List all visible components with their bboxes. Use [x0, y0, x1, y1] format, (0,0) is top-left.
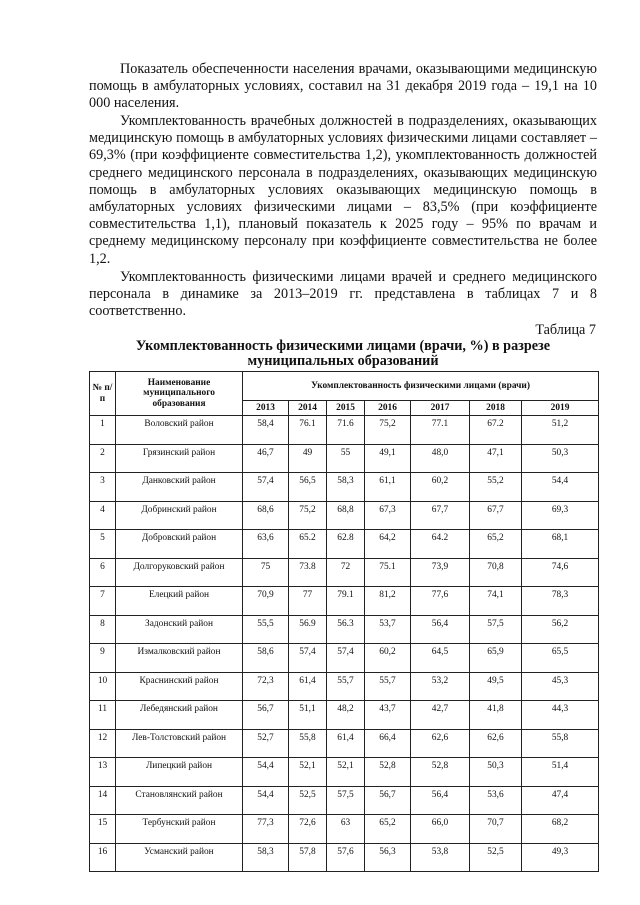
staffing-value: 65,5 — [522, 644, 599, 673]
table-label: Таблица 7 — [535, 322, 596, 338]
row-number: 11 — [90, 701, 116, 730]
staffing-value: 65,2 — [365, 815, 411, 844]
staffing-value: 51,4 — [522, 758, 599, 787]
municipality-name: Усманский район — [116, 843, 243, 872]
municipality-name: Лев-Толстовский район — [116, 729, 243, 758]
staffing-value: 52,8 — [411, 758, 470, 787]
table-row — [90, 587, 599, 616]
municipality-name: Тербунский район — [116, 815, 243, 844]
staffing-value: 65,9 — [470, 644, 522, 673]
staffing-value: 75 — [243, 558, 289, 587]
header-year: 2013 — [243, 401, 289, 416]
municipality-name: Липецкий район — [116, 758, 243, 787]
row-number: 12 — [90, 729, 116, 758]
staffing-value: 61,1 — [365, 473, 411, 502]
table-row — [90, 672, 599, 701]
staffing-value: 51,2 — [522, 416, 599, 445]
staffing-value: 47,1 — [470, 444, 522, 473]
staffing-value: 56,5 — [289, 473, 327, 502]
staffing-value: 77.1 — [411, 416, 470, 445]
staffing-value: 77 — [289, 587, 327, 616]
staffing-value: 54,4 — [522, 473, 599, 502]
municipality-name: Становлянский район — [116, 786, 243, 815]
staffing-value: 56,7 — [365, 786, 411, 815]
staffing-value: 48,2 — [327, 701, 365, 730]
staffing-value: 56.3 — [327, 615, 365, 644]
row-number: 15 — [90, 815, 116, 844]
staffing-value: 64.2 — [411, 530, 470, 559]
staffing-value: 57,5 — [470, 615, 522, 644]
staffing-value: 67,7 — [411, 501, 470, 530]
staffing-value: 77,6 — [411, 587, 470, 616]
staffing-value: 75,2 — [365, 416, 411, 445]
staffing-value: 52,1 — [327, 758, 365, 787]
header-year: 2018 — [470, 401, 522, 416]
staffing-value: 65,2 — [470, 530, 522, 559]
staffing-value: 76.1 — [289, 416, 327, 445]
table-row — [90, 615, 599, 644]
staffing-value: 70,8 — [470, 558, 522, 587]
staffing-value: 67,3 — [365, 501, 411, 530]
header-year: 2017 — [411, 401, 470, 416]
staffing-value: 48,0 — [411, 444, 470, 473]
header-year: 2014 — [289, 401, 327, 416]
row-number: 16 — [90, 843, 116, 872]
row-number: 4 — [90, 501, 116, 530]
staffing-value: 49,5 — [470, 672, 522, 701]
staffing-value: 70,7 — [470, 815, 522, 844]
staffing-value: 58,3 — [243, 843, 289, 872]
staffing-value: 74,6 — [522, 558, 599, 587]
staffing-value: 44,3 — [522, 701, 599, 730]
staffing-value: 64,2 — [365, 530, 411, 559]
staffing-value: 51,1 — [289, 701, 327, 730]
row-number: 7 — [90, 587, 116, 616]
staffing-value: 57,4 — [289, 644, 327, 673]
row-number: 8 — [90, 615, 116, 644]
municipality-name: Краснинский район — [116, 672, 243, 701]
staffing-value: 68,2 — [522, 815, 599, 844]
staffing-value: 52,5 — [470, 843, 522, 872]
staffing-value: 66,4 — [365, 729, 411, 758]
staffing-value: 53,6 — [470, 786, 522, 815]
staffing-value: 58,3 — [327, 473, 365, 502]
row-number: 1 — [90, 416, 116, 445]
staffing-value: 68,1 — [522, 530, 599, 559]
table-row — [90, 416, 599, 445]
paragraph-staffing-level: Укомплектованность врачебных должностей в подразделениях, оказывающих медицинскую помощь в амбулаторных условиях физическими лицами составляет – 69,3% (при коэффициенте совместительства 1,2), укомплектованность должностей среднего медицинского персонала в подразделениях, оказывающих медицинскую помощь в амбулаторных условиях оказывающих медицинскую помощь в амбулаторных условиях физическими лицами – 83,5% (при коэффициенте совместительства 1,1), плановый показатель к 2025 году – 95% по врачам и среднему медицинскому персоналу при коэффициенте совместительства не более 1,2. — [89, 113, 597, 267]
staffing-value: 58,4 — [243, 416, 289, 445]
table-row — [90, 644, 599, 673]
staffing-value: 55,2 — [470, 473, 522, 502]
staffing-value: 52,8 — [365, 758, 411, 787]
municipality-name: Добровский район — [116, 530, 243, 559]
staffing-value: 73.8 — [289, 558, 327, 587]
staffing-value: 75.1 — [365, 558, 411, 587]
staffing-value: 53,8 — [411, 843, 470, 872]
staffing-value: 49,3 — [522, 843, 599, 872]
staffing-value: 79.1 — [327, 587, 365, 616]
staffing-value: 54,4 — [243, 758, 289, 787]
table-row — [90, 758, 599, 787]
staffing-value: 69,3 — [522, 501, 599, 530]
staffing-value: 54,4 — [243, 786, 289, 815]
paragraph-dynamics-reference: Укомплектованность физическими лицами врачей и среднего медицинского персонала в динамике за 2013–2019 гг. представлена в таблицах 7 и 8 соответственно. — [89, 269, 597, 320]
table-row — [90, 701, 599, 730]
staffing-value: 72,6 — [289, 815, 327, 844]
header-number: № п/п — [90, 372, 116, 416]
row-number: 2 — [90, 444, 116, 473]
table-row — [90, 530, 599, 559]
header-year: 2015 — [327, 401, 365, 416]
staffing-table — [89, 371, 599, 872]
table-row — [90, 815, 599, 844]
staffing-value: 47,4 — [522, 786, 599, 815]
staffing-value: 55,7 — [365, 672, 411, 701]
staffing-value: 68,8 — [327, 501, 365, 530]
staffing-value: 41,8 — [470, 701, 522, 730]
staffing-value: 52,5 — [289, 786, 327, 815]
staffing-value: 72,3 — [243, 672, 289, 701]
municipality-name: Воловский район — [116, 416, 243, 445]
staffing-value: 49,1 — [365, 444, 411, 473]
staffing-value: 58,6 — [243, 644, 289, 673]
table-row — [90, 444, 599, 473]
staffing-value: 64,5 — [411, 644, 470, 673]
table-row — [90, 501, 599, 530]
staffing-value: 49 — [289, 444, 327, 473]
staffing-value: 68,6 — [243, 501, 289, 530]
row-number: 10 — [90, 672, 116, 701]
staffing-value: 45,3 — [522, 672, 599, 701]
staffing-value: 81,2 — [365, 587, 411, 616]
staffing-value: 55,5 — [243, 615, 289, 644]
municipality-name: Измалковский район — [116, 644, 243, 673]
staffing-value: 42,7 — [411, 701, 470, 730]
staffing-value: 62,6 — [411, 729, 470, 758]
row-number: 5 — [90, 530, 116, 559]
staffing-value: 55 — [327, 444, 365, 473]
staffing-value: 67.2 — [470, 416, 522, 445]
row-number: 3 — [90, 473, 116, 502]
staffing-value: 57,4 — [327, 644, 365, 673]
staffing-value: 50,3 — [522, 444, 599, 473]
municipality-name: Лебедянский район — [116, 701, 243, 730]
staffing-value: 46,7 — [243, 444, 289, 473]
staffing-value: 56,4 — [411, 615, 470, 644]
header-year: 2016 — [365, 401, 411, 416]
municipality-name: Долгоруковский район — [116, 558, 243, 587]
table-row — [90, 558, 599, 587]
table-title: Укомплектованность физическими лицами (врачи, %) в разрезе муниципальных образований — [135, 338, 551, 369]
staffing-value: 67,7 — [470, 501, 522, 530]
row-number: 6 — [90, 558, 116, 587]
staffing-value: 55,8 — [289, 729, 327, 758]
municipality-name: Грязинский район — [116, 444, 243, 473]
table-body — [90, 416, 599, 872]
staffing-value: 52,7 — [243, 729, 289, 758]
staffing-value: 61,4 — [289, 672, 327, 701]
staffing-value: 70,9 — [243, 587, 289, 616]
paragraph-doctors-provision: Показатель обеспеченности населения врачами, оказывающими медицинскую помощь в амбулаторных условиях, составил на 31 декабря 2019 года – 19,1 на 10 000 населения. — [89, 61, 597, 112]
staffing-value: 63 — [327, 815, 365, 844]
staffing-value: 74,1 — [470, 587, 522, 616]
header-municipality: Наименование муниципального образования — [116, 372, 243, 416]
staffing-value: 56,3 — [365, 843, 411, 872]
staffing-value: 53,2 — [411, 672, 470, 701]
staffing-value: 56.9 — [289, 615, 327, 644]
municipality-name: Задонский район — [116, 615, 243, 644]
header-staffing-group: Укомплектованность физическими лицами (врачи) — [243, 372, 599, 401]
staffing-value: 53,7 — [365, 615, 411, 644]
table-row — [90, 786, 599, 815]
staffing-value: 61,4 — [327, 729, 365, 758]
staffing-value: 56,4 — [411, 786, 470, 815]
municipality-name: Добринский район — [116, 501, 243, 530]
staffing-value: 72 — [327, 558, 365, 587]
staffing-value: 66,0 — [411, 815, 470, 844]
staffing-value: 63,6 — [243, 530, 289, 559]
staffing-value: 60,2 — [411, 473, 470, 502]
row-number: 9 — [90, 644, 116, 673]
table-row — [90, 843, 599, 872]
header-year: 2019 — [522, 401, 599, 416]
staffing-value: 71.6 — [327, 416, 365, 445]
municipality-name: Елецкий район — [116, 587, 243, 616]
staffing-value: 78,3 — [522, 587, 599, 616]
staffing-value: 75,2 — [289, 501, 327, 530]
staffing-value: 43,7 — [365, 701, 411, 730]
staffing-value: 65.2 — [289, 530, 327, 559]
staffing-value: 52,1 — [289, 758, 327, 787]
staffing-value: 55,7 — [327, 672, 365, 701]
staffing-value: 62,6 — [470, 729, 522, 758]
row-number: 14 — [90, 786, 116, 815]
staffing-value: 56,7 — [243, 701, 289, 730]
municipality-name: Данковский район — [116, 473, 243, 502]
staffing-value: 56,2 — [522, 615, 599, 644]
staffing-value: 73,9 — [411, 558, 470, 587]
staffing-value: 57,8 — [289, 843, 327, 872]
staffing-value: 57,5 — [327, 786, 365, 815]
staffing-value: 57,6 — [327, 843, 365, 872]
staffing-value: 77,3 — [243, 815, 289, 844]
staffing-value: 57,4 — [243, 473, 289, 502]
staffing-value: 62.8 — [327, 530, 365, 559]
staffing-value: 55,8 — [522, 729, 599, 758]
row-number: 13 — [90, 758, 116, 787]
staffing-value: 50,3 — [470, 758, 522, 787]
table-row — [90, 729, 599, 758]
staffing-value: 60,2 — [365, 644, 411, 673]
table-row — [90, 473, 599, 502]
